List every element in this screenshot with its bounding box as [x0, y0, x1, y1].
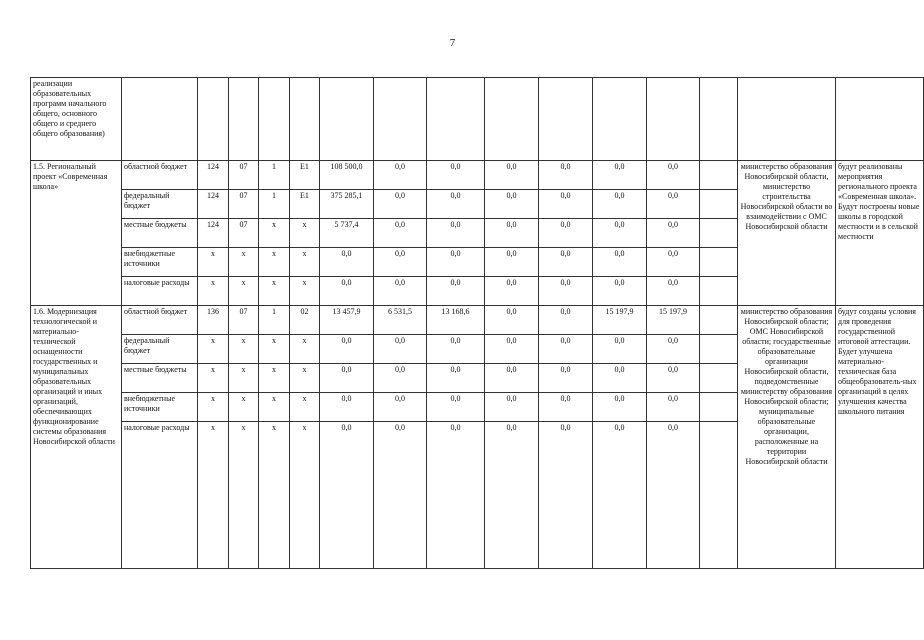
budget-code-cell: 1: [259, 306, 290, 335]
amount-cell: 0,0: [485, 248, 539, 277]
budget-code-cell: 124: [198, 190, 229, 219]
amount-cell: 0,0: [485, 190, 539, 219]
empty-cell: [700, 248, 738, 277]
amount-cell: 0,0: [647, 335, 700, 364]
budget-code-cell: 02: [290, 306, 320, 335]
amount-cell: 0,0: [539, 190, 593, 219]
budget-code-cell: x: [229, 248, 259, 277]
amount-cell: 0,0: [539, 422, 593, 569]
activity-name-cell: реализации образовательных программ начального общего, основного общего и среднего общего образования): [31, 78, 122, 161]
amount-cell: 0,0: [485, 219, 539, 248]
amount-cell: 0,0: [374, 161, 427, 190]
amount-cell: 0,0: [427, 364, 485, 393]
executor-cell: министерство образования Новосибирской области, министерство строительства Новосибирской области во взаимодействии с ОМС Новосибирской области: [738, 161, 836, 306]
empty-cell: [700, 277, 738, 306]
budget-code-cell: x: [198, 422, 229, 569]
amount-cell: 0,0: [320, 422, 374, 569]
amount-cell: 13 168,6: [427, 306, 485, 335]
amount-cell: 0,0: [427, 277, 485, 306]
amount-cell: 0,0: [593, 422, 647, 569]
amount-cell: 0,0: [485, 306, 539, 335]
budget-code-cell: x: [198, 364, 229, 393]
amount-cell: 0,0: [647, 364, 700, 393]
budget-code-cell: x: [229, 364, 259, 393]
amount-cell: 0,0: [374, 219, 427, 248]
budget-code-cell: 124: [198, 219, 229, 248]
funding-source-cell: налоговые расходы: [122, 422, 198, 569]
budget-code-cell: x: [259, 277, 290, 306]
budget-code-cell: x: [290, 219, 320, 248]
amount-cell: 0,0: [593, 190, 647, 219]
budget-code-cell: 07: [229, 190, 259, 219]
amount-cell: 0,0: [427, 219, 485, 248]
amount-cell: 0,0: [427, 190, 485, 219]
activity-name-cell: 1.6. Модернизация технологической и материально-технической оснащенности государственных и муниципальных образовательных организаций и иных организаций, обеспечивающих функционирование системы образования Новосибирской области: [31, 306, 122, 569]
budget-code-cell: E1: [290, 190, 320, 219]
empty-cell: [122, 78, 198, 161]
budget-code-cell: x: [229, 393, 259, 422]
budget-code-cell: 136: [198, 306, 229, 335]
budget-code-cell: x: [259, 248, 290, 277]
amount-cell: 0,0: [374, 422, 427, 569]
table-row: [31, 161, 924, 190]
empty-cell: [320, 78, 374, 161]
page-number: 7: [449, 37, 456, 49]
amount-cell: 0,0: [374, 190, 427, 219]
amount-cell: 0,0: [427, 393, 485, 422]
amount-cell: 0,0: [320, 364, 374, 393]
amount-cell: 5 737,4: [320, 219, 374, 248]
empty-cell: [647, 78, 700, 161]
amount-cell: 0,0: [647, 248, 700, 277]
amount-cell: 0,0: [539, 364, 593, 393]
funding-source-cell: местные бюджеты: [122, 364, 198, 393]
empty-cell: [198, 78, 229, 161]
empty-cell: [374, 78, 427, 161]
budget-code-cell: 07: [229, 219, 259, 248]
budget-code-cell: x: [198, 335, 229, 364]
amount-cell: 0,0: [427, 335, 485, 364]
amount-cell: 0,0: [320, 248, 374, 277]
funding-source-cell: налоговые расходы: [122, 277, 198, 306]
budget-code-cell: x: [229, 335, 259, 364]
empty-cell: [593, 78, 647, 161]
amount-cell: 0,0: [427, 161, 485, 190]
amount-cell: 0,0: [647, 277, 700, 306]
empty-cell: [485, 78, 539, 161]
amount-cell: 0,0: [374, 248, 427, 277]
amount-cell: 375 285,1: [320, 190, 374, 219]
budget-code-cell: x: [259, 393, 290, 422]
amount-cell: 15 197,9: [593, 306, 647, 335]
empty-cell: [700, 190, 738, 219]
budget-code-cell: x: [198, 393, 229, 422]
table-row-continuation: [31, 78, 924, 161]
amount-cell: 0,0: [539, 306, 593, 335]
empty-cell: [700, 422, 738, 569]
amount-cell: 0,0: [593, 364, 647, 393]
empty-cell: [290, 78, 320, 161]
empty-cell: [700, 335, 738, 364]
amount-cell: 6 531,5: [374, 306, 427, 335]
budget-code-cell: 124: [198, 161, 229, 190]
amount-cell: 13 457,9: [320, 306, 374, 335]
budget-code-cell: x: [290, 248, 320, 277]
budget-code-cell: x: [290, 393, 320, 422]
budget-code-cell: x: [290, 422, 320, 569]
amount-cell: 0,0: [647, 422, 700, 569]
amount-cell: 0,0: [593, 335, 647, 364]
amount-cell: 0,0: [374, 277, 427, 306]
budget-code-cell: x: [198, 248, 229, 277]
empty-cell: [700, 306, 738, 335]
funding-source-cell: областной бюджет: [122, 161, 198, 190]
empty-cell: [700, 161, 738, 190]
empty-cell: [738, 78, 836, 161]
amount-cell: 0,0: [485, 393, 539, 422]
budget-code-cell: E1: [290, 161, 320, 190]
funding-source-cell: местные бюджеты: [122, 219, 198, 248]
amount-cell: 0,0: [485, 335, 539, 364]
program-activities-table: [30, 77, 924, 569]
amount-cell: 0,0: [593, 393, 647, 422]
budget-code-cell: x: [229, 422, 259, 569]
funding-source-cell: внебюджетные источники: [122, 248, 198, 277]
amount-cell: 15 197,9: [647, 306, 700, 335]
expected-result-cell: будут созданы условия для проведения государственной итоговой аттестации. Будет улучшена материально-техническая база общеобразователь-ных организаций в целях улучшения качества школьного питания: [836, 306, 924, 569]
amount-cell: 0,0: [427, 422, 485, 569]
amount-cell: 0,0: [539, 277, 593, 306]
empty-cell: [700, 364, 738, 393]
budget-code-cell: x: [259, 422, 290, 569]
empty-cell: [539, 78, 593, 161]
empty-cell: [836, 78, 924, 161]
empty-cell: [700, 219, 738, 248]
amount-cell: 0,0: [320, 277, 374, 306]
amount-cell: 0,0: [539, 161, 593, 190]
budget-code-cell: x: [198, 277, 229, 306]
budget-code-cell: 1: [259, 190, 290, 219]
amount-cell: 0,0: [539, 219, 593, 248]
empty-cell: [229, 78, 259, 161]
amount-cell: 0,0: [647, 190, 700, 219]
amount-cell: 0,0: [539, 335, 593, 364]
amount-cell: 0,0: [485, 422, 539, 569]
amount-cell: 0,0: [647, 393, 700, 422]
amount-cell: 0,0: [593, 161, 647, 190]
empty-cell: [700, 78, 738, 161]
budget-code-cell: x: [290, 277, 320, 306]
funding-source-cell: федеральный бюджет: [122, 190, 198, 219]
budget-code-cell: 07: [229, 306, 259, 335]
budget-code-cell: x: [259, 335, 290, 364]
funding-source-cell: федеральный бюджет: [122, 335, 198, 364]
amount-cell: 0,0: [593, 277, 647, 306]
amount-cell: 0,0: [593, 219, 647, 248]
expected-result-cell: будут реализованы мероприятия регионального проекта «Современная школа». Будут построены новые школы в городской местности и в сельской местности: [836, 161, 924, 306]
empty-cell: [427, 78, 485, 161]
amount-cell: 0,0: [539, 393, 593, 422]
amount-cell: 0,0: [539, 248, 593, 277]
budget-code-cell: x: [229, 277, 259, 306]
amount-cell: 0,0: [647, 219, 700, 248]
amount-cell: 0,0: [320, 393, 374, 422]
funding-source-cell: областной бюджет: [122, 306, 198, 335]
funding-source-cell: внебюджетные источники: [122, 393, 198, 422]
activity-name-cell: 1.5. Региональный проект «Современная школа»: [31, 161, 122, 306]
budget-code-cell: x: [290, 335, 320, 364]
budget-code-cell: 07: [229, 161, 259, 190]
executor-cell: министерство образования Новосибирской области; ОМС Новосибирской области; государственные образовательные организации Новосибирской области, подведомственные министерству образования Новосибирской области; муниципальные образовательные организации, расположенные на территории Новосибирской области: [738, 306, 836, 569]
budget-code-cell: x: [259, 219, 290, 248]
amount-cell: 0,0: [593, 248, 647, 277]
empty-cell: [259, 78, 290, 161]
amount-cell: 0,0: [647, 161, 700, 190]
amount-cell: 0,0: [320, 335, 374, 364]
amount-cell: 0,0: [374, 335, 427, 364]
amount-cell: 0,0: [374, 393, 427, 422]
empty-cell: [700, 393, 738, 422]
budget-code-cell: x: [259, 364, 290, 393]
amount-cell: 0,0: [485, 364, 539, 393]
amount-cell: 0,0: [485, 277, 539, 306]
amount-cell: 0,0: [374, 364, 427, 393]
amount-cell: 108 500,0: [320, 161, 374, 190]
amount-cell: 0,0: [427, 248, 485, 277]
budget-code-cell: x: [290, 364, 320, 393]
table-row: [31, 306, 924, 335]
amount-cell: 0,0: [485, 161, 539, 190]
budget-code-cell: 1: [259, 161, 290, 190]
